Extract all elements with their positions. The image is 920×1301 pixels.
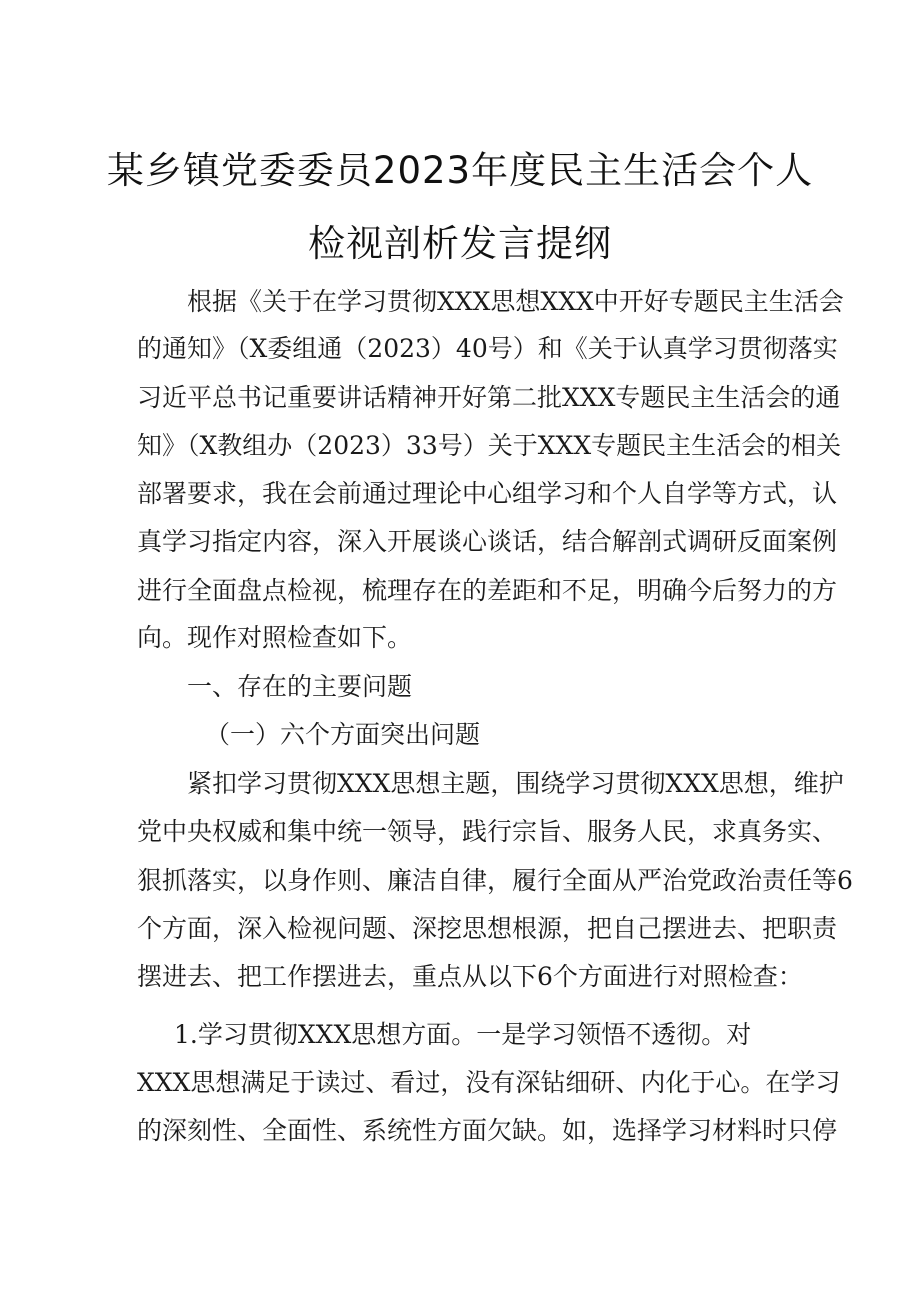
intro-line-5: 部署要求，我在会前通过理论中心组学习和个人自学等方式，认 <box>137 479 838 508</box>
intro-line-2: 的通知》（X委组通（2023）40号）和《关于认真学习贯彻落实 <box>137 334 838 363</box>
intro-line-8: 向。现作对照检查如下。 <box>137 623 413 652</box>
para2-line-4: 个方面，深入检视问题、深挖思想根源，把自己摆进去、把职责 <box>137 914 838 943</box>
subsection-heading-1: （一）六个方面突出问题 <box>205 720 481 749</box>
intro-line-1: 根据《关于在学习贯彻XXX思想XXX中开好专题民主生活会 <box>187 287 844 316</box>
intro-line-4: 知》（X教组办（2023）33号）关于XXX专题民主生活会的相关 <box>137 431 842 460</box>
para2-line-3: 狠抓落实，以身作则、廉洁自律，履行全面从严治党政治责任等6 <box>137 866 853 895</box>
section-heading-1: 一、存在的主要问题 <box>187 672 413 701</box>
intro-line-6: 真学习指定内容，深入开展谈心谈话，结合解剖式调研反面案例 <box>137 527 838 556</box>
document-title-line-1: 某乡镇党委委员2023年度民主生活会个人 <box>106 149 814 192</box>
para3-line-3: 的深刻性、全面性、系统性方面欠缺。如，选择学习材料时只停 <box>137 1116 838 1145</box>
intro-line-3: 习近平总书记重要讲话精神开好第二批XXX专题民主生活会的通 <box>137 383 841 412</box>
para3-line-1: 1.学习贯彻XXX思想方面。一是学习领悟不透彻。对 <box>174 1020 752 1049</box>
para2-line-2: 党中央权威和集中统一领导，践行宗旨、服务人民，求真务实、 <box>137 817 838 846</box>
para3-line-2: XXX思想满足于读过、看过，没有深钻细研、内化于心。在学习 <box>137 1068 841 1097</box>
document-title-line-2: 检视剖析发言提纲 <box>308 222 612 265</box>
intro-line-7: 进行全面盘点检视，梳理存在的差距和不足，明确今后努力的方 <box>137 576 838 605</box>
para2-line-1: 紧扣学习贯彻XXX思想主题，围绕学习贯彻XXX思想，维护 <box>187 769 844 798</box>
para2-line-5: 摆进去、把工作摆进去，重点从以下6个方面进行对照检查： <box>137 962 803 991</box>
